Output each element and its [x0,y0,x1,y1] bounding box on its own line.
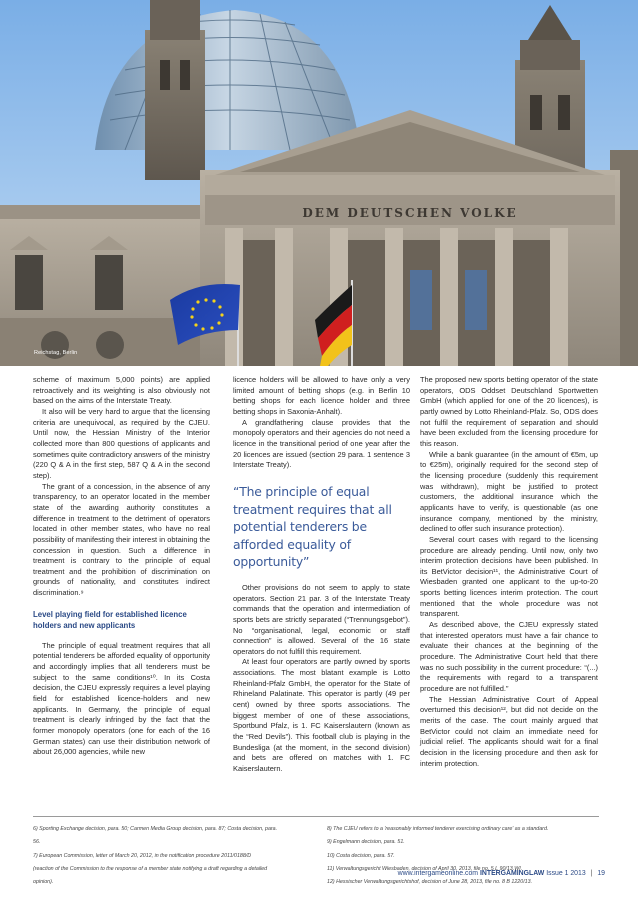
footnote-line: 56. [33,839,41,846]
footer-brand: INTERGAMINGLAW [479,870,545,877]
paragraph: As described above, the CJEU expressly stated that interested operators must have a fair chance to evaluate their chances at the beginning of the procedure. The Administrative Court held that there was no such possibility in the current procedure: “(...) the requirements with regard to a transparent procedure are not fulfilled.” [420,620,598,694]
footnote-line: 11) Verwaltungsgericht Wiesbaden, decision of April 30, 2013, file no. 5 L 90/13.WI. [327,865,523,872]
footnote-line: 7) European Commission, letter of March 20, 2012, in the notification procedure 2011/0188/D [33,852,252,859]
footer-issue: Issue 1 2013 [546,870,586,877]
paragraph: It also will be very hard to argue that the licensing criteria are unequivocal, as required by the CJEU. Until now, the Hessian Ministry of the Interior collected more than 800 questions of applicants and sometimes quite contradictory answers of the ministry (220 Q & A in the first step, 587 Q & A in the second step). [33,406,210,480]
paragraph: The principle of equal treatment requires that all potential tenderers be afforded equality of opportunity and accordingly implies that all tenderers must be subject to the same conditions¹⁰. In its Costa decision, the CJEU expressly requires a level playing field for established licence-holders and new applicants. In Germany, the principle of equal treatment is clearly infringed by the fact that the former monopoly operators (one for each of the 16 German states) can use their distribution network of about 26,000 agencies, while new [33,640,210,757]
article-column-3 [420,375,598,769]
page-footer [0,870,605,877]
paragraph: licence holders will be allowed to have only a very limited amount of betting shops (e.g. in Berlin 10 betting shops for each licence holder and three betting shops in Saxonia-Anhalt). [233,375,410,416]
article-column-2 [233,375,410,775]
footnote-line: opinion). [33,879,54,886]
footnote-line: 9) Engelmann decision, para. 51. [327,839,405,846]
page-number: 19 [597,870,605,877]
footnote-line: 6) Sporting Exchange decision, para. 50; Carmen Media Group decision, para. 87; Costa decision, para. [33,826,278,832]
reichstag-illustration [0,0,638,366]
paragraph: While a bank guarantee (in the amount of €5m, up to €25m), originally required for the second step of the licensing procedure (suddenly this requirement was withdrawn), might be justified to protect customers, the additional insurance which the applicants have to verify, is questionable (as one insurance company, mentioned by the ministry, declined to offer such insurance protection). [420,449,598,534]
hero-photo [0,0,638,366]
paragraph: The Hessian Administrative Court of Appeal overturned this decision¹², but did not decide on the merits of the case. The court mainly argued that BetVictor could not claim an immediate need for judicial relief. The applicants should wait for a final decision in the licensing procedure and then ask for interim protection. [420,694,598,768]
photo-credit: Reichstag, Berlin [34,350,78,356]
footnotes-left [33,823,313,889]
footer-url[interactable]: www.intergameonline.com [397,870,479,877]
paragraph: A grandfathering clause provides that the monopoly operators and their agencies do not need a licence in the transitional period of one year after the 20 licences are issued (section 29 para. 1 sentence 3 Interstate Treaty). [233,417,410,470]
paragraph: The proposed new sports betting operator of the state operators, ODS Oddset Deutschland Sportwetten GmbH (which applied for one of the 20 licences), is partly owned by Lotto Rheinland-Pfalz. So, ODS does not fulfil the requirement of separation and should have been excluded from the licensing procedure for this reason. [420,375,598,448]
footnote-line: 8) The CJEU refers to a 'reasonably informed tenderer exercising ordinary care' as a standard. [327,826,549,832]
section-heading: Level playing field for established licence holders and new applicants [33,609,187,630]
article-column-1 [33,375,210,758]
paragraph: scheme of maximum 5,000 points) are applied retroactively and its weighting is also obviously not based on the aims of the Interstate Treaty. [33,375,210,406]
paragraph: Several court cases with regard to the licensing procedure are already pending. Until now, only two interim protection decisions have been published. In its BetVictor decision¹¹, the Administrative Court of Wiesbaden granted one applicant to the up-to-20 sports betting licences interim protection. The court mentioned that the whole procedure was not transparent. [420,534,598,619]
footnote-line: 10) Costa decision, para. 57. [327,852,395,859]
paragraph: Other provisions do not seem to apply to state operators. Section 21 par. 3 of the Interstate Treaty commands that the operation and intermediation of sports bets are strictly separated (“Trennungsgebot”). No “organisational, legal, economic or staff connection” is allowed. Several of the 16 state operators do not fulfill this requirement. [233,582,410,656]
footnote-line: 12) Hessischer Verwaltungsgerichtshof, decision of June 28, 2013, file no. 8 B 1220/13. [327,879,533,886]
footer-divider: | [590,870,593,877]
pull-quote: “The principle of equal treatment requires that all potential tenderers be afforded equality of opportunity” [233,483,392,570]
paragraph: The grant of a concession, in the absence of any transparency, to an operator located in the member state of the awarding authority constitutes a difference in treatment to the detriment of operators located in other member states, who have no real possibility of manifesting their interest in obtaining the concession in question. Such a difference in treatment is contrary to the principle of equal treatment and the prohibition of discrimination on grounds of nationality, and constitutes indirect discrimination.⁹ [33,481,210,598]
footnotes-right [327,823,607,889]
paragraph: At least four operators are partly owned by sports associations. The most blatant example is Lotto Rheinland-Pfalz GmbH, the operator for the State of Rhineland Palatinate. This operator is partly (49 per cent) owned by three sports associations. The biggest member of one of these associations, Sportbund Pfalz, is 1. FC Kaiserslautern (known as the “Red Devils”). This football club is playing in the Bundesliga (at the moment, in the second division) and bets are offered on matches with 1. FC Kaiserslautern. [233,657,410,774]
footnote-line: (reaction of the Commission to the response of a member state notifying a draft regarding a detailed [33,865,268,872]
pediment-inscription: DEM DEUTSCHEN VOLKE [302,206,518,220]
left-tower [145,0,205,180]
footnote-divider [33,816,599,817]
